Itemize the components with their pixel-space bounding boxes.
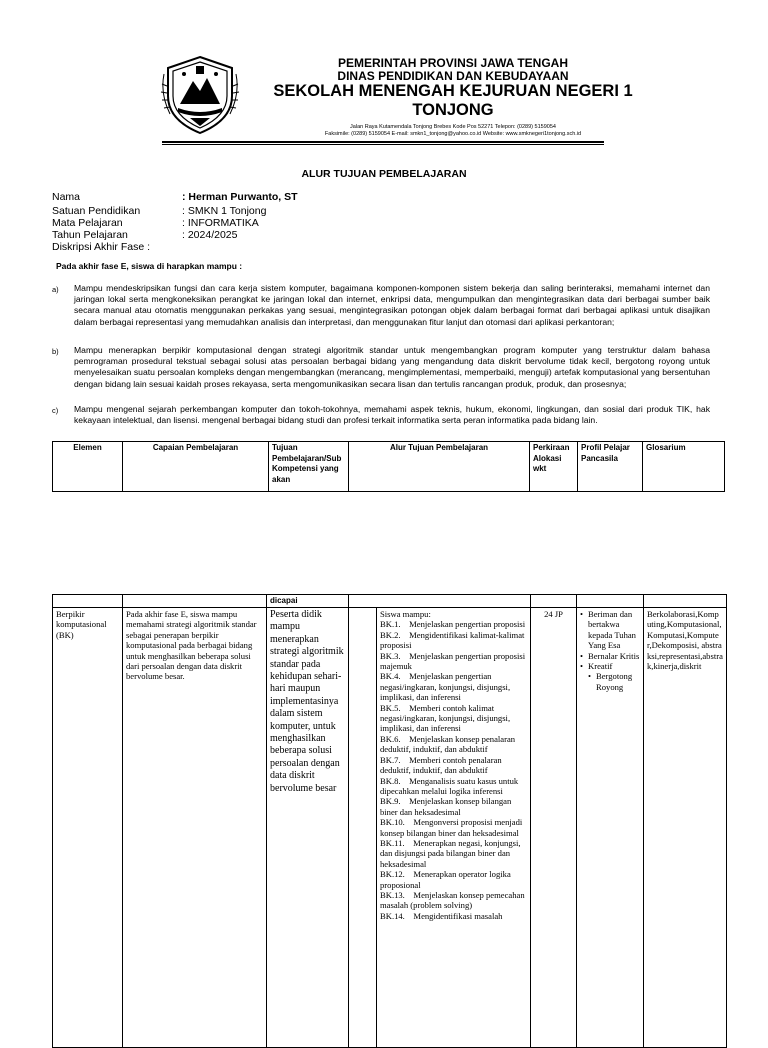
alur-item-bk7: BK.7. Memberi contoh penalaran deduktif, induktif, dan abduktif <box>380 754 502 776</box>
outcome-item-c <box>52 404 710 426</box>
identity-value-tahun: : 2024/2025 <box>182 229 238 241</box>
alur-intro: Siswa mampu: <box>380 609 431 619</box>
header-capaian: Capaian Pembelajaran <box>123 442 269 492</box>
profil-item-continued: • Bergotong Royong <box>580 671 640 692</box>
intro-text: Pada akhir fase E, siswa di harapkan mampu : <box>56 261 243 271</box>
letterhead-school: SEKOLAH MENENGAH KEJURUAN NEGERI 1 <box>273 82 633 100</box>
outcome-item-a <box>52 283 710 328</box>
cell-glosarium: Berkolaborasi,Komputing,Komputasional, Komputasi,Komputer,Dekomposisi, abstraksi,representasi,abstrak,kinerja,diskrit <box>644 608 727 1048</box>
alur-item-bk14: BK.14. Mengidentifikasi masalah <box>380 910 503 921</box>
letterhead-school-town: TONJONG <box>412 101 494 119</box>
identity-label-deskripsi: Diskripsi Akhir Fase : <box>52 241 151 253</box>
alur-item-bk8: BK.8. Menganalisis suatu kasus untuk dipecahkan melalui logika inferensi <box>380 775 519 796</box>
letterhead-department: DINAS PENDIDIKAN DAN KEBUDAYAAN <box>337 69 569 83</box>
outcome-letter: a) <box>52 285 59 294</box>
identity-label-satuan: Satuan Pendidikan <box>52 205 141 217</box>
alur-item-bk6: BK.6. Menjelaskan konsep penalaran deduktif, induktif, dan abduktif <box>380 733 516 755</box>
header-alur: Alur Tujuan Pembelajaran <box>349 442 530 492</box>
atp-table-header <box>52 441 725 492</box>
letterhead-province: PEMERINTAH PROVINSI JAWA TENGAH <box>337 56 569 70</box>
identity-value-nama: : Herman Purwanto, ST <box>182 191 298 203</box>
alur-item-bk13: BK.13. Menjelaskan konsep pemecahan masalah (problem solving) <box>380 889 525 911</box>
outcome-item-b <box>52 345 710 390</box>
profil-item: • Kreatif <box>580 661 640 671</box>
identity-label-tahun: Tahun Pelajaran <box>52 229 128 241</box>
identity-label-nama: Nama <box>52 191 81 203</box>
profil-item: • Bernalar Kritis <box>580 651 640 661</box>
cell-elemen: Berpikir komputasional (BK) <box>53 608 123 1048</box>
outcome-text: Mampu mengenal sejarah perkembangan komputer dan tokoh-tokohnya, memahami aspek teknis, hukum, ekonomi, lingkungan, dan sosial dari produk TIK, hak kekayaan intelektual, dan lisensi. mengenal berbagai bidang studi dan profesi terkait informatika serta peran informatika pada bidang lain. <box>74 404 710 426</box>
outcome-letter: b) <box>52 347 59 356</box>
identity-value-mapel: : INFORMATIKA <box>182 217 259 229</box>
cell-capaian: Pada akhir fase E, siswa mampu memahami strategi algoritmik standar sebagai penerapan berpikir komputasional pada berbagai bidang untuk menghasilkan beberapa solusi dari persoalan dengan data diskrit bervolume besar. <box>123 608 267 1048</box>
letterhead-rule-thin <box>162 144 604 145</box>
atp-table-body <box>52 594 727 1048</box>
outcome-text: Mampu mendeskripsikan fungsi dan cara kerja sistem komputer, bagaimana komponen-komponen sistem bekerja dan saling berinteraksi, memahami internet dan jaringan lokal serta mengkoneksikan perangkat ke jaringan lokal dan internet, enkripsi data, mengumpulkan dan mengintegrasikan data dari berbagai sumber baik secara manual atau otomatis menggunakan perkakas yang sesuai, mengintegrasikan potongan objek dalam berbagai format dari berbagai aplikasi untuk disajikan dalam berbagai representasi yang memudahkan analisis dan interpretasi, dan menggunakan fitur lanjut dan otomasi dari aplikasi perkantoran; <box>74 283 710 327</box>
letterhead-rule-thick <box>162 141 604 143</box>
alur-item-bk1: BK.1. Menjelaskan pengertian proposisi <box>380 619 526 630</box>
profil-item: • Beriman dan bertakwa kepada Tuhan Yang Esa <box>580 609 640 651</box>
provincial-emblem-icon <box>160 54 240 136</box>
cell-tujuan: Peserta didik mampu menerapkan strategi algoritmik standar pada kehidupan sehari-hari maupun implementasinya dalam sistem komputer, untuk menghasilkan beberapa solusi persoalan dengan data diskrit bervolume besar <box>267 608 349 1048</box>
alur-item-bk9: BK.9. Menjelaskan konsep bilangan biner dan heksadesimal <box>380 796 512 817</box>
alur-item-bk2: BK.2. Mengidentifikasi kalimat-kalimat proposisi <box>380 629 525 651</box>
cell-alokasi: 24 JP <box>531 608 577 1048</box>
outcome-text: Mampu menerapkan berpikir komputasional dengan strategi algoritmik standar untuk mengembangkan program komputer yang terstruktur dalam bahasa pemrograman prosedural tekstual sebagai solusi atas persoalan berbagai bidang yang mengandung data diskrit bervolume tidak kecil, bergotong royong untuk menyelesaikan suatu persoalan kompleks dengan mengembangkan (merancang, mengimplementasi, memperbaiki, menguji) artefak komputasional yang bersentuhan dengan bidang lain sesuai kaidah proses rekayasa, serta mengomunikasikan secara lisan dan tertulis rancangan produk, produk, dan prosesnya; <box>74 345 710 389</box>
header-tujuan: Tujuan Pembelajaran/Sub Kompetensi yang akan <box>269 442 349 492</box>
alur-item-bk3: BK.3. Menjelaskan pengertian proposisi majemuk <box>380 650 526 672</box>
header-elemen: Elemen <box>53 442 123 492</box>
letterhead-address: Jalan Raya Kutamendala Tonjong Brebes Kode Pos 52271 Telepon: (0289) 5159054 <box>350 124 556 130</box>
cell-profil <box>577 608 644 1048</box>
header-profil: Profil Pelajar Pancasila <box>578 442 643 492</box>
alur-item-bk11: BK.11. Menerapkan negasi, konjungsi, dan disjungsi pada bilangan biner dan heksadesimal <box>380 837 521 869</box>
identity-value-satuan: : SMKN 1 Tonjong <box>182 205 267 217</box>
header-alokasi: Perkiraan Alokasi wkt <box>530 442 578 492</box>
alur-item-bk12: BK.12. Menerapkan operator logika proposional <box>380 869 511 890</box>
alur-item-bk10: BK.10. Mengonversi proposisi menjadi konsep bilangan biner dan heksadesimal <box>380 817 523 838</box>
header-glosarium: Glosarium <box>643 442 725 492</box>
letterhead-contact: Faksimile: (0289) 5159054 E-mail: smkn1_tonjong@yahoo.co.id Website: www.smknegeri1tonjong.sch.id <box>324 131 582 137</box>
cell-alur <box>377 608 531 1048</box>
header-tujuan-continued: dicapai <box>267 595 349 608</box>
outcome-letter: c) <box>52 406 59 415</box>
alur-item-bk5: BK.5. Memberi contoh kalimat negasi/ingkaran, konjungsi, disjungsi, implikasi, dan inferensi <box>380 702 511 734</box>
identity-label-mapel: Mata Pelajaran <box>52 217 123 229</box>
document-title: ALUR TUJUAN PEMBELAJARAN <box>301 168 467 180</box>
alur-item-bk4: BK.4. Menjelaskan pengertian negasi/ingkaran, konjungsi, disjungsi, implikasi, dan inferensi <box>380 671 511 703</box>
